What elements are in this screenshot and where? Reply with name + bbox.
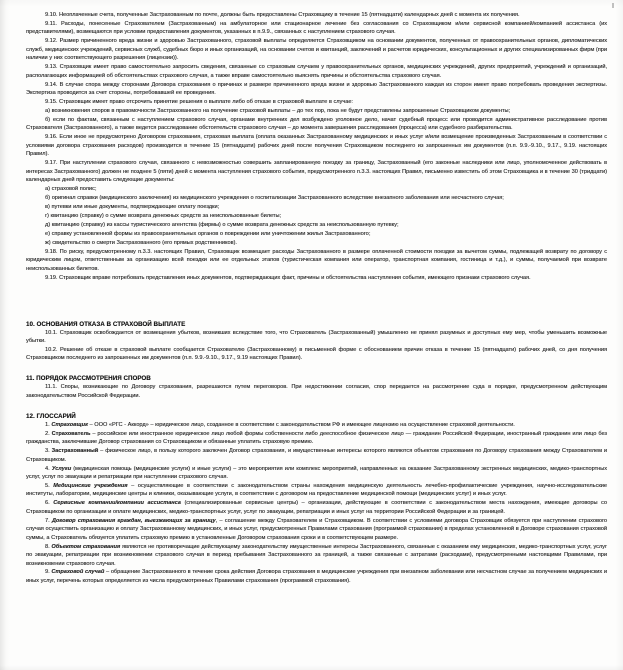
clause-9-15-item-b: б) если по фактам, связанным с наступлением страхового случая, органами внутренних дел возбуждено уголовное дело, начат судебный процесс или проводится административное расследование против Страхователя (Застрахованного), а также ведется расследование обстоятельств страхового случая – до момента завершения расследования (процесса) или судебного разбирательства. — [26, 116, 607, 132]
clause-9-13: 9.13. Страховщик имеет право самостоятельно запросить сведения, связанные со страховым случаем у правоохранительных органов, медицинских учреждений, других предприятий, учреждений и организаций, располагающих информацией об обстоятельствах страхового случая, а также вправе самостоятельно выяснять причины и обстоятельства страхового случая. — [26, 64, 607, 79]
glossary-entry-definition: (медицинская помощь (медицинские услуги) и иные услуги) – это мероприятия или комплекс мероприятий, направленных на оказание Застрахованному экстренных медицинских, медико-транспортных услуг, услуг по эвакуации и репатриации при наступлении страхового случая. — [26, 465, 607, 480]
glossary-entry — [26, 421, 607, 429]
glossary-entry-term: Застрахованный — [51, 448, 99, 455]
glossary-entry-term: Объектом страхования — [51, 543, 121, 550]
glossary-entry — [26, 568, 607, 585]
glossary-entry-definition: – российское или иностранное юридическое лицо любой формы собственности либо дееспособное физическое лицо — гражданин Российской Федерации, иностранный гражданин или лицо без гражданства, заключившие Договор страхования со Страховщиком и обязанные уплатить страховую премию. — [26, 430, 607, 446]
glossary-entry-number: 6. — [45, 500, 54, 507]
clause-9-15: 9.15. Страховщик имеет право отсрочить принятие решения о выплате либо об отказе в страховой выплате в случае: — [45, 99, 353, 106]
clause-9-11: 9.11. Расходы, понесенные Страхователем (Застрахованным) на амбулаторное или стационарное лечение без согласования со Страховщиком и/или сервисной компанией/компанией ассистанса (их представителями), возмещаются при условии предоставления документов, указанных в п.9.9., связанных с наступлением страхового случая. — [26, 20, 607, 36]
page-bottom-edge-shadow — [0, 665, 623, 670]
glossary-entry-number: 4. — [45, 465, 52, 472]
section-spacer-before-10 — [26, 283, 607, 320]
glossary-entry-number: 1. — [45, 421, 52, 428]
glossary-entry-term: Страхователь — [51, 430, 91, 437]
clause-10-2: 10.2. Решение об отказе в страховой выплате сообщается Страхователю (Застрахованному) в письменной форме с обоснованием причин отказа в течение 15 (пятнадцати) рабочих дней, со дня получения Страховщиком последнего из запрошенных им документов (п.п. 9.9.-9.10., 9.17., 9.19 настоящих Правил). — [26, 346, 607, 362]
clause-9-18: 9.18. По риску, предусмотренному п.3.3. настоящих Правил, Страховщик возмещает расходы Застрахованного в размере оплаченной стоимости поездки за вычетом суммы, подлежащей возврату по договору с юридическим лицом, ответственным за организацию всей поездки или ее отдельных этапов (туристическая компания или оператор, транспортная компания, гостиница и т.д.), и суммы, получаемой при возврате неиспользованных билетов. — [26, 248, 607, 272]
glossary-entry-definition: (специализированные сервисные центры) – организации, действующие в соответствии с законодательством места нахождения, имеющие договоры со Страховщиком по организации и оплате медицинских, медико-транспортных услуг, услуг по эвакуации, репатриации и иных услуг на территории Российской Федерации и за границей. — [26, 500, 607, 515]
glossary-entry — [26, 543, 607, 568]
heading-section-12: 12. ГЛОССАРИЙ — [26, 412, 76, 420]
clause-9-17-item-a: а) страховой полис; — [45, 186, 97, 193]
heading-section-11: 11. ПОРЯДОК РАССМОТРЕНИЯ СПОРОВ — [26, 375, 151, 383]
glossary-entry-term: Медицинские учреждения — [53, 482, 128, 489]
glossary-entry-number: 5. — [45, 482, 54, 489]
glossary-entry-definition: – обращение Застрахованного в течение срока действия Договора страхования в медицинские учреждения при внезапном заболевании или несчастном случае за получением медицинских и иных услуг, перечень которых определяется из числа предусмотренных Правилами страхования (программой страхования). — [26, 569, 607, 584]
page-content — [26, 11, 607, 586]
clause-9-17: 9.17. При наступлении страхового случая, связанного с невозможностью совершить запланированную поездку за границу, Застрахованный (его законные наследники или лицо, уполномоченное действовать в интересах Застрахованного) должен не позднее 5 (пяти) дней с момента наступления страхового события, предусмотренного п.3.3. настоящих Правил, письменно известить об этом Страховщика и в течение 30 (тридцати) календарных дней предоставить следующие документы: — [26, 160, 607, 184]
glossary-entry — [26, 447, 607, 464]
clause-9-14: 9.14. В случае спора между сторонами Договора страхования о причинах и размере причиненного вреда жизни и здоровью Застрахованного каждая из сторон имеет право потребовать проведения экспертизы. Экспертиза проводится за счет стороны, потребовавшей ее проведения. — [26, 81, 607, 97]
glossary-entry-definition: , – соглашение между Страхователем и Страховщиком. В соответствии с условиями договора Страховщик обязуется при наступлении страхового случая осуществить организацию и оплату Застрахованному медицинских, и иных услуг, предусмотренных Правилами страхования (программой страхования) в пределах установленной в Договоре страхования страховой суммы, а Страхователь обязуется уплатить страховую премию в установленные Договором страхования сроки и в соответствующем размере. — [26, 517, 607, 541]
glossary-entry-term: Договор страхования граждан, выезжающих за границу — [51, 517, 216, 524]
glossary-entry-definition: являются не противоречащие действующему законодательству имущественные интересы Застрахованного, связанные с оказанием ему медицинских, медико-транспортных услуг, услуг по эвакуации, репатриации при возникновении страхового случая в период пребывания Застрахованного за границей, а также связанные с затратами (расходами), предусмотренными настоящими Правилами, при возникновении страхового случая. — [26, 543, 607, 567]
clause-9-17-item-zh: ж) свидетельство о смерти Застрахованного (его прямых родственников). — [45, 239, 237, 246]
section-spacer-before-12 — [26, 401, 607, 412]
glossary-entry-number: 8. — [45, 543, 52, 550]
glossary-entry-number: 9. — [45, 569, 52, 576]
glossary-entry-term: Страховщик — [51, 421, 88, 428]
page-left-edge-shadow — [0, 0, 6, 670]
scan-artifact-speck — [612, 3, 614, 8]
glossary-entry — [26, 499, 607, 516]
clause-9-17-item-v: в) путевки или иные документы, подтверждающие оплату поездки; — [45, 203, 220, 210]
clause-10-1: 10.1. Страховщик освобождается от возмещения убытков, возникших вследствие того, что Страхователь (Застрахованный) умышленно не принял разумных и доступных ему мер, чтобы уменьшить возможные убытки. — [26, 329, 607, 344]
glossary-entry-term: Сервисные компании/компании ассистанса — [53, 500, 181, 507]
glossary-entry — [26, 465, 607, 482]
clause-9-15-item-a: а) возникновения споров в правомочности Застрахованного на получение страховой выплаты – до тех пор, пока не будут представлены запрошенные Страховщиком документы; — [45, 107, 511, 114]
glossary-entry-term: Услуги — [51, 465, 72, 472]
clause-9-17-item-d: д) квитанцию (справку) из кассы туристического агентства (фирмы) о сумме возврата денежных средств за неиспользованную путевку; — [45, 221, 399, 228]
glossary-entry-number: 7. — [45, 517, 52, 524]
clause-9-12: 9.12. Размер причиненного вреда жизни и здоровью Застрахованного, страховой выплаты определяется Страховщиком на основании документов, полученных от правоохранительных органов, дипломатических служб, медицинских учреждений, сервисных служб, судебных бюро и иных организаций, на основании счетов и квитанций, заключений и расчетов юридических, консультационных и других специализированных фирм (при наличии у них соответствующего разрешения (лицензии)). — [26, 38, 607, 62]
section-spacer-before-11 — [26, 363, 607, 374]
clause-9-19: 9.19. Страховщик вправе потребовать представления иных документов, подтверждающих факт, причины и обстоятельства наступления события, имеющего признаки страхового случая. — [45, 274, 531, 281]
glossary-entry-definition: – физическое лицо, в пользу которого заключен Договор страхования, и имущественные интересы которого являются объектом страхования по Договору страхования между Страхователем и Страховщиком. — [26, 448, 607, 463]
glossary-entry-number: 3. — [45, 448, 52, 455]
glossary-entry — [26, 430, 607, 447]
clause-11-1: 11.1. Споры, возникающие по Договору страхования, разрешаются путем переговоров. При недостижении согласия, спор передается на рассмотрение суда в порядке, предусмотренном действующим законодательством Российской Федерации. — [26, 384, 607, 399]
clause-9-17-item-g: г) квитанцию (справку) о сумме возврата денежных средств за неиспользованные билеты; — [45, 212, 282, 219]
clause-9-17-item-e: е) справку установленной формы из правоохранительных органов о повреждении или уничтожении жилья Застрахованного; — [45, 230, 371, 237]
clause-9-10: 9.10. Неоплаченные счета, полученные Застрахованным по почте, должны быть предоставлены Страховщику в течение 15 (пятнадцати) календарных дней с момента их получения. — [45, 12, 520, 18]
glossary-entry-definition: – ООО «РГС - Аккорд» – юридическое лицо, созданное в соответствии с законодательством РФ и имеющее лицензию на осуществление страховой деятельности. — [87, 421, 515, 428]
clause-9-16: 9.16. Если иное не предусмотрено Договором страхования, страховая выплата (оплата оказанных Застрахованному медицинских и иных услуг и/или возмещение произведенных Застрахованным в соответствии с условиями договора страхования расходов) производится в течение 15 (пятнадцати) рабочих дней после получения Страховщиком последнего из запрошенных им документов (п.п. 9.9.-9.10., 9.17., 9.19. настоящих Правил). — [26, 134, 607, 158]
glossary-entry-definition: – осуществляющие в соответствии с законодательством страны нахождения медицинскую деятельность лечебно-профилактические учреждения, научно-исследовательские институты, лаборатории, медицинские центры и клиники, оказывающие услуги, в соответствии с договором на предоставление медицинской помощи (медицинских услуг) и иных услуг. — [26, 482, 607, 498]
glossary-list — [26, 421, 607, 586]
glossary-entry-term: Страховой случай — [51, 569, 105, 576]
glossary-entry-number: 2. — [45, 430, 52, 437]
heading-section-10: 10. ОСНОВАНИЯ ОТКАЗА В СТРАХОВОЙ ВЫПЛАТЕ — [26, 320, 186, 328]
glossary-entry — [26, 517, 607, 542]
clause-9-17-item-b: б) оригинал справки (медицинского заключения) из медицинского учреждения о госпитализации Застрахованного вследствие внезапного заболевания или несчастного случая; — [45, 195, 504, 202]
glossary-entry — [26, 482, 607, 499]
